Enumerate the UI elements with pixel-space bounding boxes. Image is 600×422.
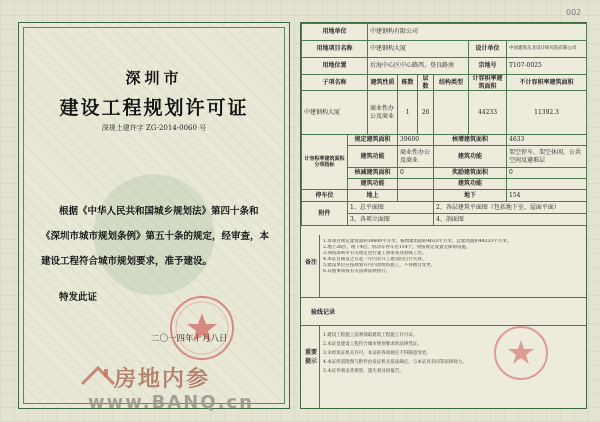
house-roof-icon <box>80 364 116 390</box>
record-label: 验线记录 <box>310 309 335 316</box>
remark-line: 4.本证自核发之日起一年内未开工建设的自行失效。 <box>323 257 427 262</box>
site-watermark <box>80 362 340 420</box>
attachment-3: 3、各项立面图 <box>348 214 434 226</box>
official-seal-icon <box>167 293 237 363</box>
remark-line: 6.其他事项按有关法律法规执行。 <box>323 269 391 274</box>
function-label-1: 建筑功能 <box>348 146 398 168</box>
floors-label: 层数 <box>418 75 434 91</box>
core-area-value: 4633 <box>507 135 587 146</box>
remark-line: 2.地上26层，地下4层，机动车停车位154个，须按规定设置无障碍设施。 <box>323 245 471 250</box>
structure-value <box>434 91 469 135</box>
remarks-section <box>301 235 586 298</box>
issue-date: 二〇一四年十月八日 <box>151 334 228 344</box>
function-label-2: 建筑功能 <box>434 146 507 168</box>
reduce-area-value: 0 <box>398 168 434 179</box>
project-info-table <box>301 23 587 226</box>
permit-detail-page <box>300 22 587 409</box>
function-label-3: 建筑功能 <box>348 179 398 190</box>
underground-label: 地下 <box>434 190 507 202</box>
nature-value: 商业性办公及商业 <box>368 91 398 135</box>
permit-number: 深规土建许字 ZG-2014-0060 号 <box>101 124 207 132</box>
project-label: 用地项目名称 <box>302 41 368 58</box>
approval-seal-icon <box>491 323 551 383</box>
attachment-1: 1、总平面图 <box>348 202 434 214</box>
designer-label: 设计单位 <box>469 41 507 58</box>
bonus-area-label: 奖励建筑面积 <box>434 168 507 179</box>
project-value: 中建钢构大厦 <box>368 41 469 58</box>
remark-label: 备注 <box>304 259 317 266</box>
structure-label: 结构类型 <box>434 75 469 91</box>
remark-line: 3.须按深圳市有关规定进行施工图审查及验线工作。 <box>323 251 427 256</box>
ground-label: 地上 <box>348 190 398 202</box>
remark-line: 1.本项目规定建筑面积39600平方米，核增建筑面积4633平方米，总建筑面积44233平方米。 <box>323 239 512 244</box>
city-name: 深圳市 <box>125 69 183 87</box>
floors-value: 26 <box>418 91 434 135</box>
sub-name-value: 中建钢构大厦 <box>302 91 368 135</box>
attachment-2: 2、各层建筑平面图（包括地下室、屋面平面） <box>434 202 587 214</box>
notice-line: 2.本证是建设工程符合城市规划要求的法律凭证。 <box>323 342 422 347</box>
notice-line: 3.未经发证机关许可，本证的各项规定不得随意变更。 <box>323 351 431 356</box>
attachment-4: 4、剖面图 <box>434 214 587 226</box>
document-title: 建设工程规划许可证 <box>59 97 249 119</box>
permit-cover-page <box>18 22 290 409</box>
notice-label: 重要提示 <box>304 349 317 365</box>
remark-line: 5.建设单位应按规划许可内容组织施工，不得擅自变更。 <box>323 263 436 268</box>
unit-label: 用地单位 <box>302 24 368 41</box>
plan-area-label: 规定建筑面积 <box>348 135 398 146</box>
function-label-4: 建筑功能 <box>434 179 507 190</box>
issue-statement: 特发此证 <box>59 292 98 303</box>
notice-line: 5.本证件须妥善保管，遗失须及时报告。 <box>323 369 404 374</box>
area-nfa-value: 11392.3 <box>507 91 587 135</box>
parcel-label: 宗地号 <box>469 58 507 75</box>
reduce-area-label: 核减建筑面积 <box>348 168 398 179</box>
watermark-url: www.BANQ.cn <box>88 392 254 413</box>
bonus-area-value: 0 <box>507 168 587 179</box>
fa-group-label: 计容积率建筑面积分项指标 <box>302 135 348 190</box>
watermark-name: 房地内参 <box>114 366 211 392</box>
parcel-value: T107-0025 <box>507 58 587 75</box>
sub-name-label: 子项名称 <box>302 75 368 91</box>
underground-value: 154 <box>507 190 587 202</box>
function-value-2: 架空停车、架空休闲、公共空间及避难层 <box>507 146 587 168</box>
serial-number: 002 <box>566 8 582 17</box>
core-area-label: 核增建筑面积 <box>434 135 507 146</box>
unit-value: 中建钢构有限公司 <box>368 24 587 41</box>
notice-line: 4.本证所需附图与附件由发证机关依法确定，与本证具有同等法律效力。 <box>323 360 467 365</box>
plan-area-value: 39600 <box>398 135 434 146</box>
designer-value: 中国建筑东北设计研究院有限公司 <box>507 41 587 58</box>
nature-label: 建筑性质 <box>368 75 398 91</box>
function-value-1: 商业性办公及商业 <box>398 146 434 168</box>
area-nfa-label: 不计容积率建筑面积 <box>507 75 587 91</box>
attach-label: 附件 <box>302 202 348 226</box>
approval-text: 根据《中华人民共和国城乡规划法》第四十条和《深圳市城市规划条例》第五十条的规定，经审查，本建设工程符合城市规划要求，准予建设。 <box>41 206 270 267</box>
inspection-record-section <box>301 297 586 326</box>
parking-label: 停车位 <box>302 190 348 202</box>
area-fa-label: 计容积率建筑面积 <box>469 75 507 91</box>
notice-line: 1.建设工程施工前须领取建筑工程施工许可证。 <box>323 333 418 338</box>
blocks-value: 1 <box>398 91 418 135</box>
location-label: 用地位置 <box>302 58 368 75</box>
location-value: 后海中心区中心路西、登良路南 <box>368 58 469 75</box>
blocks-label: 栋数 <box>398 75 418 91</box>
area-fa-value: 44233 <box>469 91 507 135</box>
ground-value <box>398 190 434 202</box>
